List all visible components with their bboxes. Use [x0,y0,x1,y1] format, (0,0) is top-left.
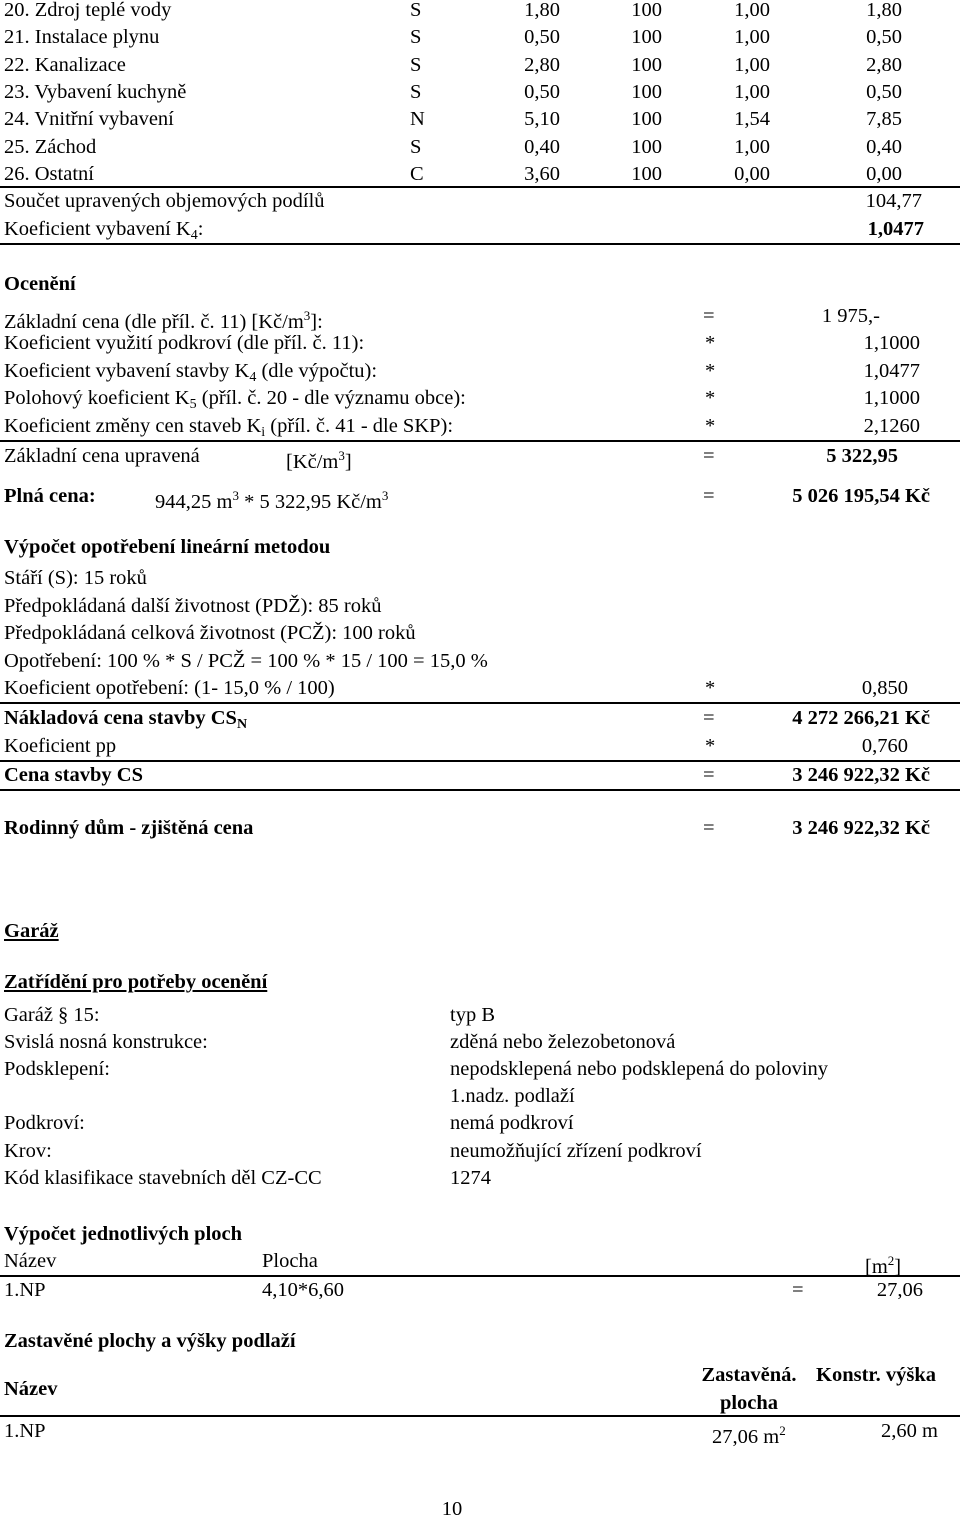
item-b: 100 [631,26,662,49]
oceneni-value: 1 975,- [821,305,880,327]
item-b: 100 [631,135,662,158]
oceneni-value: 1,0477 [863,360,920,382]
plochy-header-name: Název [4,1250,57,1272]
item-b: 100 [631,80,662,103]
item-d: 2,80 [866,53,902,76]
item-cls: S [410,135,422,158]
item-d: 0,50 [866,26,902,49]
zast-header-height: Konstr. výška [816,1364,936,1386]
item-c: 1,00 [734,26,770,49]
oceneni-value: 2,1260 [863,415,920,437]
garaz-row-value: zděná nebo železobetonová [450,1031,676,1053]
zast-row-height: 2,60 m [881,1420,938,1442]
item-b: 100 [631,53,662,76]
item-c: 1,00 [734,135,770,158]
item-c: 1,00 [734,53,770,76]
oceneni-row-podkrovi: Koeficient využití podkroví (dle příl. č. 11): [4,332,365,354]
garaz-row-value: nepodsklepená nebo podsklepená do poloviny [450,1058,829,1080]
item-d: 0,00 [866,162,902,185]
item-c: 1,00 [734,0,770,21]
koef-op: * [705,677,716,699]
item-a: 0,50 [524,80,560,103]
page-number: 10 [441,1498,463,1520]
oceneni-row-polohovy: Polohový koeficient K5 (příl. č. 20 - dle významu obce): [4,387,466,412]
item-a: 3,60 [524,162,560,185]
k4-label: Koeficient vybavení K4: [4,218,204,243]
opotrebeni-line: Stáří (S): 15 roků [4,567,147,589]
item-c: 1,54 [734,108,770,131]
naklad-op: = [703,707,715,729]
opotrebeni-heading: Výpočet opotřebení lineární metodou [4,536,331,558]
zatrideni-heading: Zatřídění pro potřeby ocenění [4,971,268,993]
item-cls: N [410,108,425,131]
item-cls: C [410,162,424,185]
item-a: 2,80 [524,53,560,76]
upravena-unit: $[Kč/m^3]$ [286,448,352,473]
garaz-row-label: Kód klasifikace stavebních děl CZ-CC [4,1167,322,1189]
plochy-row-op: = [792,1279,804,1301]
naklad-value: 4 272 266,21 Kč [792,707,930,729]
garaz-row-value: 1.nadz. podlaží [450,1085,575,1107]
zast-row-name: 1.NP [4,1420,46,1442]
item-cls: S [410,80,422,103]
garaz-row-value: 1274 [450,1167,491,1189]
upravena-label: Základní cena upravená [4,445,200,467]
oceneni-row-zakladni: Základní cena (dle příl. č. 11) $[Kč/m^3]$: [4,308,323,333]
table-rule [0,186,960,188]
naklad-label: Nákladová cena stavby CSN [4,707,248,732]
rd-label: Rodinný dům - zjištěná cena [4,817,254,839]
cena-rule [0,789,960,791]
plochy-header-unit: $[m^2]$ [865,1253,902,1278]
opotrebeni-line: Opotřebení: 100 % * S / PCŽ = 100 % * 15 / 100 = 15,0 % [4,650,488,672]
item-name: 21. Instalace plynu [4,26,160,49]
item-a: 0,40 [524,135,560,158]
oceneni-op: * [705,415,716,437]
plochy-rule [0,1275,960,1277]
oceneni-op: = [703,305,715,327]
item-name: 20. Zdroj teplé vody [4,0,172,21]
zast-header-name: Název [4,1378,58,1400]
pp-rule [0,760,960,762]
plochy-row-name: 1.NP [4,1279,46,1301]
plochy-row-formula: 4,10*6,60 [262,1279,344,1301]
item-d: 7,85 [866,108,902,131]
oceneni-value: 1,1000 [863,387,920,409]
plochy-heading: Výpočet jednotlivých ploch [4,1223,243,1245]
oceneni-row-zmeny: Koeficient změny cen staveb Ki (příl. č. 41 - dle SKP): [4,415,454,440]
garaz-title: Garáž [4,920,59,942]
item-c: 1,00 [734,80,770,103]
koef-opotrebeni-label: Koeficient opotřebení: (1- 15,0 % / 100) [4,677,335,699]
upravena-value: 5 322,95 [826,445,898,467]
sum-label: Součet upravených objemových podílů [4,190,325,212]
item-cls: S [410,26,422,49]
zast-header-area2: plocha [719,1392,779,1414]
garaz-row-label: Svislá nosná konstrukce: [4,1031,208,1053]
plochy-row-value: 27,06 [876,1279,923,1301]
oceneni-row-vybaveni: Koeficient vybavení stavby K4 (dle výpočtu): [4,360,378,385]
item-a: 1,80 [524,0,560,21]
pp-value: 0,760 [861,735,908,757]
oceneni-rule [0,440,960,442]
oceneni-op: * [705,387,716,409]
item-d: 0,40 [866,135,902,158]
item-name: 26. Ostatní [4,162,94,185]
garaz-row-value: neumožňující zřízení podkroví [450,1140,702,1162]
zast-header-area: Zastavěná. [701,1364,797,1386]
opotrebeni-line: Předpokládaná celková životnost (PCŽ): 100 roků [4,622,416,644]
k4-rule [0,243,960,245]
oceneni-heading: Ocenění [4,273,76,295]
koef-rule [0,702,960,704]
plna-formula: 944,25 $m^3 * 5$ 322,95 $Kč/m^3$ [155,488,389,513]
item-name: 24. Vnitřní vybavení [4,108,174,131]
rd-value: 3 246 922,32 Kč [792,817,930,839]
item-b: 100 [631,108,662,131]
opotrebeni-line: Předpokládaná další životnost (PDŽ): 85 roků [4,595,382,617]
zast-heading: Zastavěné plochy a výšky podlaží [4,1330,296,1352]
garaz-row-value: nemá podkroví [450,1112,574,1134]
garaz-row-label: Podkroví: [4,1112,85,1134]
sum-value: 104,77 [865,190,922,212]
plna-op: = [703,485,715,507]
cena-stavby-label: Cena stavby CS [4,764,143,786]
item-a: 5,10 [524,108,560,131]
cena-op: = [703,764,715,786]
garaz-row-value: typ B [450,1004,495,1026]
item-cls: S [410,53,422,76]
item-name: 25. Záchod [4,135,97,158]
cena-stavby-value: 3 246 922,32 Kč [792,764,930,786]
item-cls: S [410,0,422,21]
koef-value: 0,850 [861,677,908,699]
garaz-row-label: Garáž § 15: [4,1004,100,1026]
item-b: 100 [631,162,662,185]
pp-label: Koeficient pp [4,735,117,757]
item-c: 0,00 [734,162,770,185]
oceneni-value: 1,1000 [863,332,920,354]
item-name: 23. Vybavení kuchyně [4,80,187,103]
plochy-header-plocha: Plocha [262,1250,318,1272]
item-a: 0,50 [524,26,560,49]
oceneni-op: * [705,360,716,382]
garaz-row-label: Podsklepení: [4,1058,110,1080]
zast-row-area: 27,06 $m^2$ [712,1423,786,1448]
item-b: 100 [631,0,662,21]
k4-value: 1,0477 [867,218,924,240]
item-d: 0,50 [866,80,902,103]
pp-op: * [705,735,716,757]
garaz-row-label: Krov: [4,1140,52,1162]
oceneni-op: * [705,332,716,354]
rd-op: = [703,817,715,839]
item-d: 1,80 [866,0,902,21]
zast-rule [0,1415,960,1417]
item-name: 22. Kanalizace [4,53,126,76]
plna-label: Plná cena: [4,485,96,507]
plna-value: 5 026 195,54 Kč [792,485,930,507]
upravena-op: = [703,445,715,467]
